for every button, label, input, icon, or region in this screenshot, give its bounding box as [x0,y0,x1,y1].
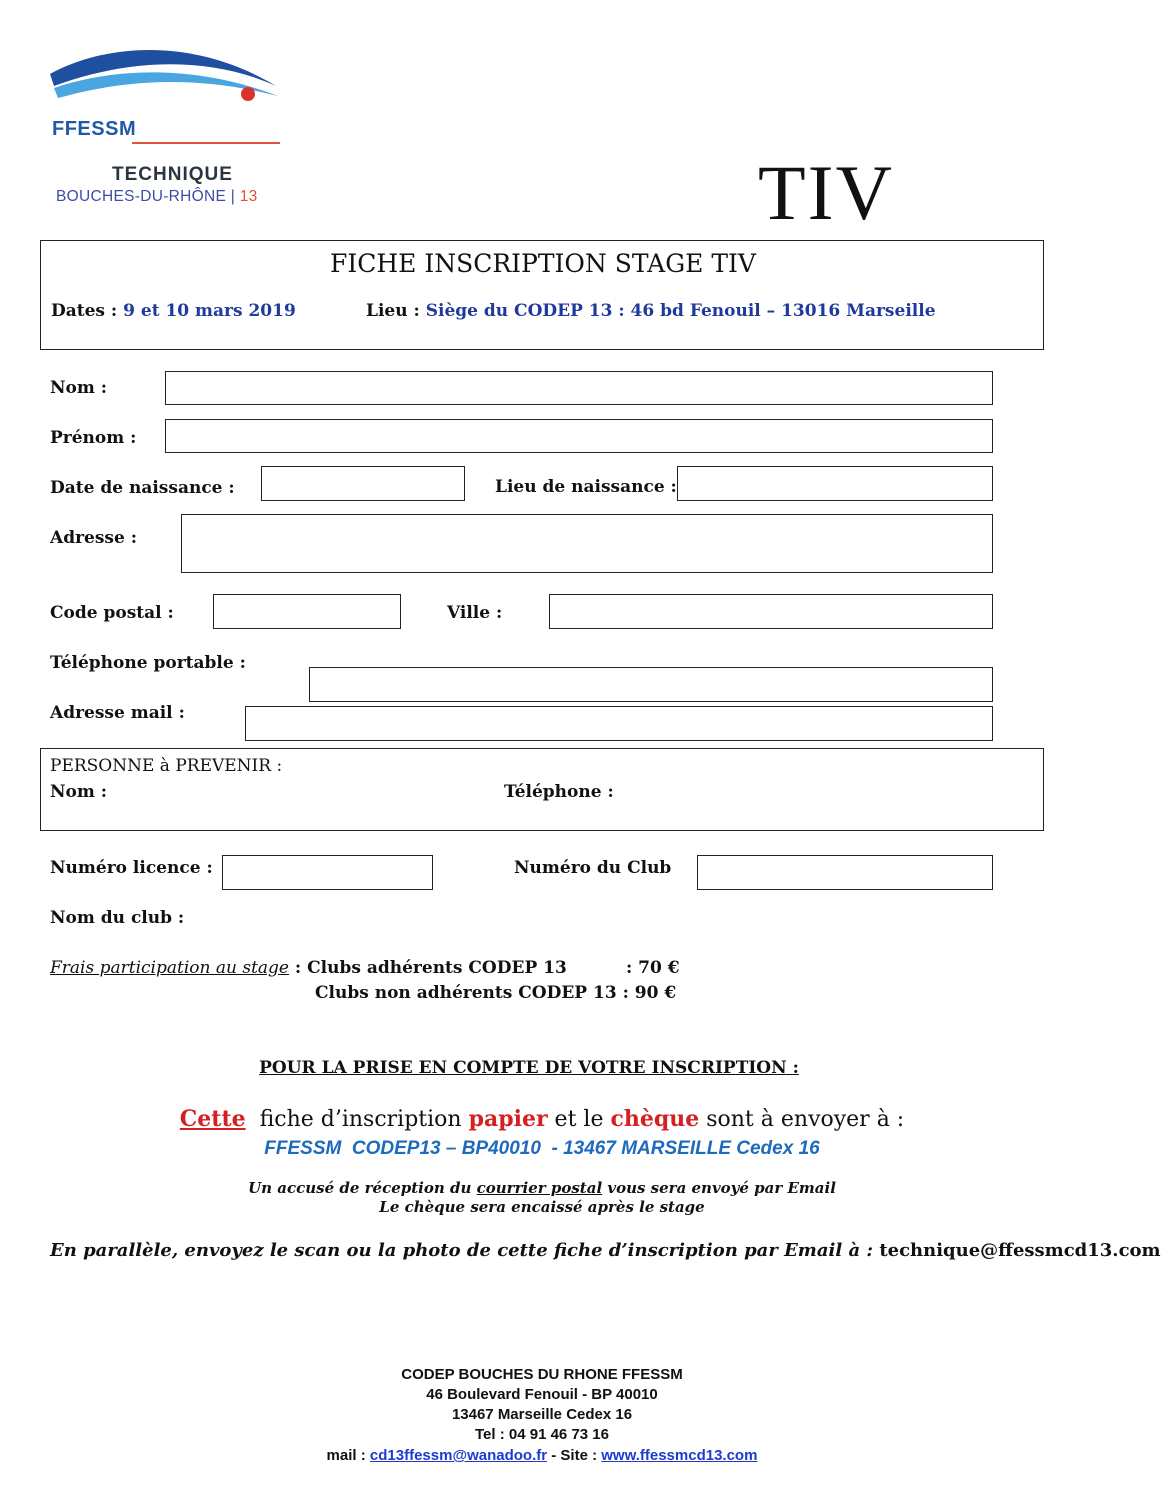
telephone-portable-field[interactable] [309,667,993,702]
lieu-naissance-label: Lieu de naissance : [495,477,677,497]
fees-label: Frais participation au stage [50,958,289,978]
date-naissance-label: Date de naissance : [50,478,235,498]
adresse-field[interactable] [181,514,993,573]
technique-email: technique@ffessmcd13.com [879,1240,1161,1261]
lieu-line: Lieu : Siège du CODEP 13 : 46 bd Fenouil – 13016 Marseille [366,301,936,321]
footer-org: CODEP BOUCHES DU RHONE FFESSM [401,1366,683,1383]
numero-club-label: Numéro du Club [514,858,672,878]
lieu-naissance-field[interactable] [677,466,993,501]
fees-line-2: Clubs non adhérents CODEP 13 : 90 € [315,983,677,1003]
ville-field[interactable] [549,594,993,629]
nom-label: Nom : [50,378,108,398]
logo-brand: FFESSM [52,118,137,140]
fees-line-1: Frais participation au stage : Clubs adhérents CODEP 13 : 70 € [50,958,680,978]
acknowledgement-line: Un accusé de réception du courrier postal vous sera envoyé par Email [248,1179,836,1197]
ffessm-logo [40,40,290,220]
numero-club-field[interactable] [697,855,993,890]
dates-line: Dates : 9 et 10 mars 2019 [51,301,296,321]
wave-icon [40,40,290,120]
cheque-line: Le chèque sera encaissé après le stage [379,1198,705,1216]
emergency-nom-label: Nom : [50,782,108,802]
footer-address: 46 Boulevard Fenouil - BP 40010 [426,1386,658,1403]
red-dot-icon [241,87,255,101]
footer-links: mail : cd13ffessm@wanadoo.fr - Site : www.ffessmcd13.com [326,1447,758,1464]
date-naissance-field[interactable] [261,466,465,501]
parallel-email-line: En parallèle, envoyez le scan ou la photo de cette fiche d’inscription par Email à : technique@ffessmcd13.com [50,1240,1161,1261]
logo-rule [132,142,280,144]
adresse-mail-label: Adresse mail : [50,703,185,723]
ville-label: Ville : [447,603,503,623]
instructions-line: Cette fiche d’inscription papier et le chèque sont à envoyer à : [179,1106,905,1132]
info-box [40,240,1044,350]
prenom-label: Prénom : [50,428,137,448]
telephone-portable-label: Téléphone portable : [50,653,246,673]
numero-licence-label: Numéro licence : [50,858,213,878]
footer-city: 13467 Marseille Cedex 16 [451,1406,633,1423]
emergency-contact-title: PERSONNE à PREVENIR : [50,756,283,776]
footer-phone: Tel : 04 91 46 73 16 [475,1426,609,1443]
dates-value: 9 et 10 mars 2019 [123,301,296,321]
page-title: TIV [758,149,894,236]
adresse-mail-field[interactable] [245,706,993,741]
footer-site-link[interactable]: www.ffessmcd13.com [601,1447,758,1464]
emergency-telephone-label: Téléphone : [504,782,614,802]
instructions-title: POUR LA PRISE EN COMPTE DE VOTRE INSCRIPTION : [259,1058,799,1078]
emergency-contact-box [40,748,1044,831]
numero-licence-field[interactable] [222,855,433,890]
form-title: FICHE INSCRIPTION STAGE TIV [329,249,756,278]
nom-club-label: Nom du club : [50,908,185,928]
logo-technique: TECHNIQUE [112,164,233,185]
code-postal-label: Code postal : [50,603,174,623]
prenom-field[interactable] [165,419,993,453]
adresse-label: Adresse : [50,528,138,548]
logo-region: BOUCHES-DU-RHÔNE | 13 [56,188,258,205]
lieu-value: Siège du CODEP 13 : 46 bd Fenouil – 13016 Marseille [425,301,936,321]
code-postal-field[interactable] [213,594,401,629]
postal-address: FFESSM CODEP13 – BP40010 - 13467 MARSEILLE Cedex 16 [264,1138,820,1159]
nom-field[interactable] [165,371,993,405]
footer-mail-link[interactable]: cd13ffessm@wanadoo.fr [369,1447,548,1464]
